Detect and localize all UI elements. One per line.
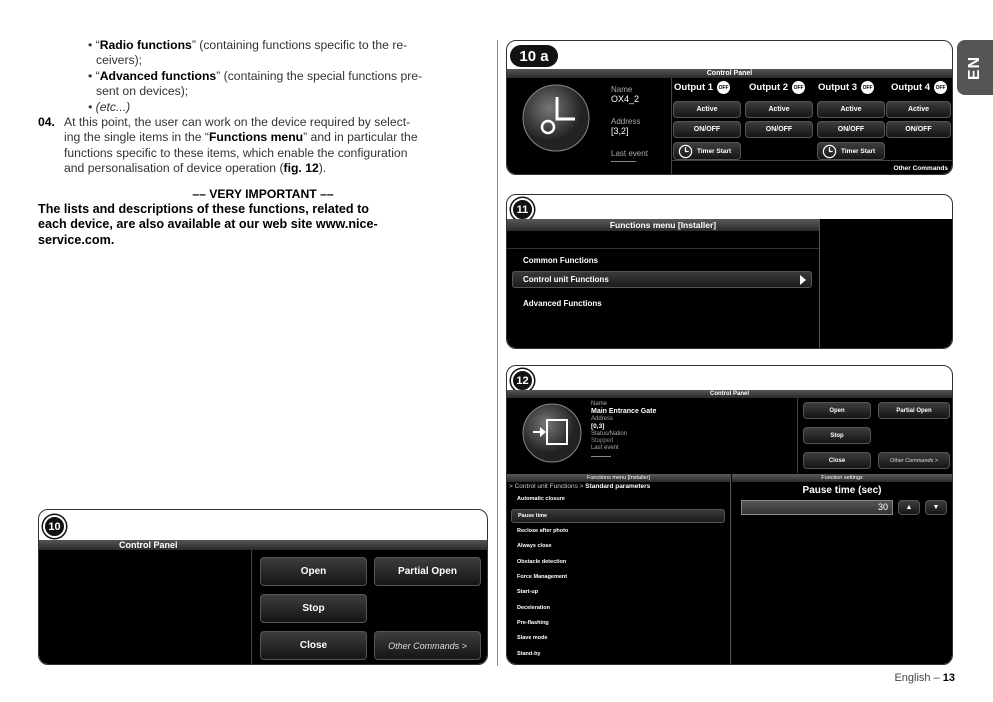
menu-separator	[507, 248, 819, 249]
menu-item-advanced-functions[interactable]: Advanced Functions	[523, 299, 602, 308]
figure-badge: 12	[511, 369, 534, 392]
output-3-label: Output 3 OFF	[818, 82, 873, 94]
figure-badge: 10	[43, 515, 66, 538]
output-4-label: Output 4 OFF	[891, 82, 946, 94]
status-label: Status/Nation	[591, 431, 628, 437]
important-text: The lists and descriptions of these functions, related to each device, are also available at our web site www.nice- service.com.	[38, 202, 378, 247]
menu-item-start-up[interactable]: Start-up	[517, 589, 539, 595]
figure-12	[506, 365, 953, 665]
partial-open-button[interactable]: Partial Open	[374, 557, 481, 586]
menu-item-control-unit-functions[interactable]: Control unit Functions	[512, 271, 812, 288]
panel-divider	[251, 550, 252, 664]
figure-badge: 10 a	[510, 45, 558, 67]
stop-button[interactable]: Stop	[803, 427, 871, 444]
address-value: [0,3]	[591, 423, 605, 430]
control-unit-screen	[507, 390, 952, 664]
device-clock-icon	[521, 83, 591, 153]
off-icon: OFF	[861, 81, 874, 94]
name-label: Name	[591, 401, 608, 407]
chevron-right-icon	[800, 275, 806, 285]
figure-badge: 11	[511, 198, 534, 221]
bullet-radio-functions: • “Radio functions” (containing functions specific to the re- ceivers);	[88, 38, 408, 68]
last-event-line	[591, 456, 611, 457]
gate-icon	[521, 402, 583, 464]
menu-item-pause-time[interactable]: Pause time	[511, 509, 725, 523]
buttons-divider	[797, 398, 798, 473]
name-value: Main Entrance Gate	[591, 408, 657, 415]
menu-item-stand-by[interactable]: Stand-by	[517, 651, 541, 657]
menu-item-always-close[interactable]: Always close	[517, 543, 552, 549]
paragraph-04: 04. At this point, the user can work on the device required by select- ing the single items in the “Functions menu” and in particular the functions specific to these items, which enable the configuration and personalisation of device operation (fig. 12).	[38, 115, 418, 176]
control-panel-title: Control Panel	[507, 390, 952, 398]
address-value: [3,2]	[611, 126, 629, 136]
decrease-button[interactable]: ▼	[925, 500, 947, 515]
setting-name: Pause time (sec)	[802, 485, 882, 496]
body-text	[38, 38, 488, 248]
pause-time-input[interactable]: 30	[741, 500, 893, 515]
name-value: OX4_2	[611, 94, 640, 104]
function-settings-title: Function settings	[732, 474, 952, 482]
output-2-active-button[interactable]: Active	[745, 101, 813, 118]
figure-11	[506, 194, 953, 349]
output-1-label: Output 1 OFF	[674, 82, 729, 94]
functions-menu-screen	[507, 219, 952, 348]
off-icon: OFF	[717, 81, 730, 94]
output-1-onoff-button[interactable]: ON/OFF	[673, 121, 741, 138]
menu-item-pre-flashing[interactable]: Pre-flashing	[517, 620, 549, 626]
bullet-etc: • (etc...)	[88, 99, 131, 114]
menu-item-deceleration[interactable]: Deceleration	[517, 605, 551, 611]
functions-menu-title: Functions menu [Installer]	[507, 219, 819, 231]
last-event-line	[611, 161, 636, 162]
clock-icon	[822, 144, 837, 159]
address-label: Address	[611, 117, 641, 126]
menu-item-obstacle-detection[interactable]: Obstacle detection	[517, 559, 567, 565]
menu-item-automatic-closure[interactable]: Automatic closure	[517, 496, 565, 502]
output-3-timer-button[interactable]: Timer Start	[817, 142, 885, 160]
output-4-onoff-button[interactable]: ON/OFF	[886, 121, 951, 138]
panel-divider	[730, 474, 731, 664]
output-2-onoff-button[interactable]: ON/OFF	[745, 121, 813, 138]
other-commands-button[interactable]: Other Commands >	[878, 452, 950, 469]
off-icon: OFF	[934, 81, 947, 94]
other-commands-row	[671, 160, 952, 174]
control-panel-title: Control Panel	[39, 540, 487, 550]
close-button[interactable]: Close	[260, 631, 367, 660]
menu-item-common-functions[interactable]: Common Functions	[523, 256, 599, 265]
figure-10a	[506, 40, 953, 175]
output-1-active-button[interactable]: Active	[673, 101, 741, 118]
other-commands-link[interactable]: Other Commands	[893, 165, 948, 172]
clock-icon	[678, 144, 693, 159]
other-commands-button[interactable]: Other Commands >	[374, 631, 481, 660]
output-4-active-button[interactable]: Active	[886, 101, 951, 118]
language-tab: EN	[957, 40, 993, 95]
functions-menu-title: Functions menu [Installer]	[507, 474, 730, 482]
increase-button[interactable]: ▲	[898, 500, 920, 515]
close-button[interactable]: Close	[803, 452, 871, 469]
last-event-label: Last event	[611, 149, 648, 158]
control-panel-screen	[39, 540, 487, 664]
important-heading: –– VERY IMPORTANT ––	[192, 186, 334, 201]
page-footer: English – 13	[894, 672, 955, 684]
partial-open-button[interactable]: Partial Open	[878, 402, 950, 419]
column-divider	[497, 40, 498, 666]
open-button[interactable]: Open	[803, 402, 871, 419]
figure-10	[38, 509, 488, 665]
breadcrumb: > Control unit Functions > Standard parameters	[509, 483, 651, 490]
address-label: Address	[591, 416, 614, 422]
stop-button[interactable]: Stop	[260, 594, 367, 623]
output-3-active-button[interactable]: Active	[817, 101, 885, 118]
output-control-screen	[507, 69, 952, 174]
menu-item-slave-mode[interactable]: Slave mode	[517, 635, 548, 641]
open-button[interactable]: Open	[260, 557, 367, 586]
control-panel-title: Control Panel	[507, 69, 952, 78]
menu-item-force-management[interactable]: Force Management	[517, 574, 568, 580]
status-value: Stopped	[591, 438, 614, 444]
menu-divider	[819, 219, 820, 348]
name-label: Name	[611, 85, 633, 94]
output-1-timer-button[interactable]: Timer Start	[673, 142, 741, 160]
off-icon: OFF	[792, 81, 805, 94]
menu-item-reclose-after-photo[interactable]: Reclose after photo	[517, 528, 569, 534]
last-event-label: Last event	[591, 445, 619, 451]
output-2-label: Output 2 OFF	[749, 82, 804, 94]
output-3-onoff-button[interactable]: ON/OFF	[817, 121, 885, 138]
bullet-advanced-functions: • “Advanced functions” (containing the special functions pre- sent on devices);	[88, 68, 423, 99]
